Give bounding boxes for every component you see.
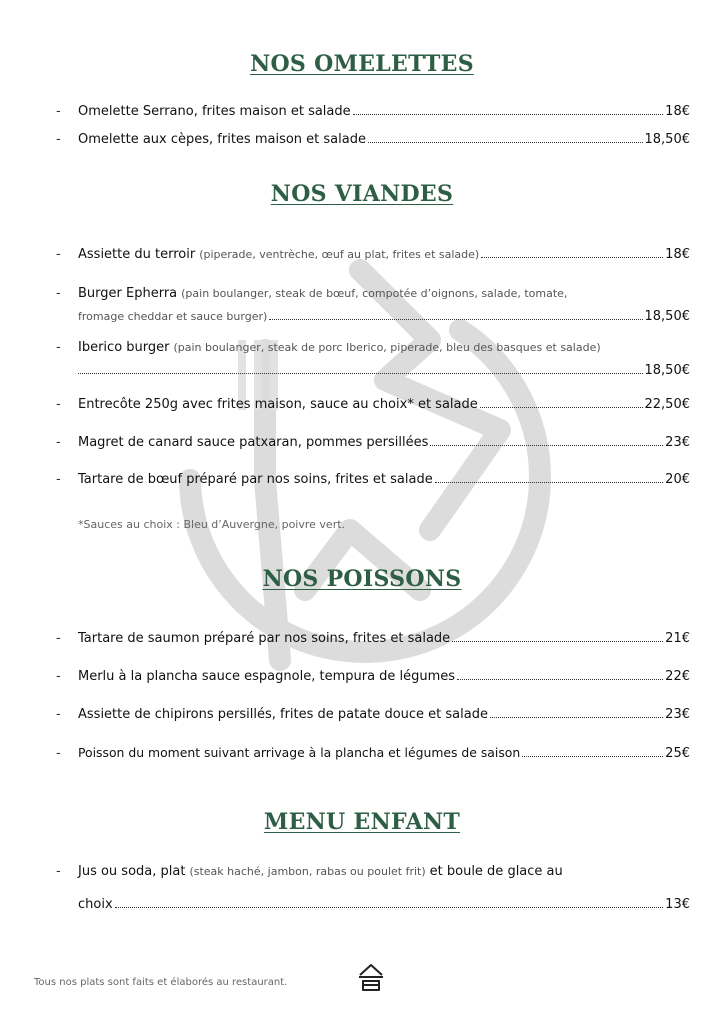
item-name-continued: et boule de glace au	[429, 864, 563, 879]
bullet-dash: -	[56, 132, 61, 147]
item-description-continued: fromage cheddar et sauce burger)	[78, 310, 268, 323]
dot-leader	[78, 373, 643, 374]
item-name: Entrecôte 250g avec frites maison, sauce au choix* et salade	[78, 397, 478, 412]
house-logo-icon	[356, 962, 386, 992]
bullet-dash: -	[56, 435, 61, 450]
item-name-continued: choix	[78, 897, 113, 912]
section-title-viandes: NOS VIANDES	[270, 181, 454, 207]
item-price: 23€	[665, 435, 690, 450]
menu-item	[56, 286, 690, 324]
item-price: 13€	[665, 897, 690, 912]
menu-item	[56, 104, 690, 119]
dot-leader	[457, 679, 663, 680]
item-description: (piperade, ventrèche, œuf au plat, frites et salade)	[199, 248, 480, 261]
bullet-dash: -	[56, 397, 61, 412]
menu-item	[56, 707, 690, 722]
footer-text: Tous nos plats sont faits et élaborés au restaurant.	[34, 977, 288, 988]
item-name: Poisson du moment suivant arrivage à la plancha et légumes de saison	[78, 745, 521, 760]
bullet-dash: -	[56, 104, 61, 119]
menu-item	[56, 340, 690, 378]
dot-leader	[435, 482, 663, 483]
item-price: 21€	[665, 631, 690, 646]
item-price: 20€	[665, 472, 690, 487]
bullet-dash: -	[56, 631, 61, 646]
item-price: 22,50€	[644, 397, 690, 412]
dot-leader	[522, 756, 663, 757]
menu-item	[56, 472, 690, 487]
bullet-dash: -	[56, 669, 61, 684]
dot-leader	[368, 142, 643, 143]
item-name: Assiette du terroir	[78, 247, 196, 262]
menu-item	[56, 864, 690, 912]
section-title-enfant: MENU ENFANT	[263, 809, 461, 835]
item-name: Tartare de bœuf préparé par nos soins, frites et salade	[78, 472, 433, 487]
sauce-note: *Sauces au choix : Bleu d’Auvergne, poivre vert.	[78, 518, 346, 531]
item-name: Burger Epherra	[78, 286, 178, 301]
bullet-dash: -	[56, 746, 61, 761]
item-name: Iberico burger	[78, 340, 170, 355]
item-name: Merlu à la plancha sauce espagnole, tempura de légumes	[78, 669, 456, 684]
item-price: 18€	[665, 247, 690, 262]
bullet-dash: -	[56, 707, 61, 722]
bullet-dash: -	[56, 340, 61, 355]
menu-item	[56, 132, 690, 147]
dot-leader	[269, 319, 642, 320]
bullet-dash: -	[56, 472, 61, 487]
dot-leader	[353, 114, 664, 115]
dot-leader	[452, 641, 663, 642]
item-description: (pain boulanger, steak de porc Iberico, piperade, bleu des basques et salade)	[173, 341, 601, 354]
dot-leader	[480, 407, 643, 408]
item-name: Tartare de saumon préparé par nos soins, frites et salade	[78, 631, 451, 646]
menu-item	[56, 745, 690, 761]
section-title-poissons: NOS POISSONS	[262, 566, 462, 592]
menu-item	[56, 631, 690, 646]
item-price: 22€	[665, 669, 690, 684]
item-name: Omelette Serrano, frites maison et salade	[78, 104, 351, 119]
item-price: 23€	[665, 707, 690, 722]
bullet-dash: -	[56, 864, 61, 879]
dot-leader	[490, 717, 663, 718]
item-price: 25€	[665, 746, 690, 761]
menu-item	[56, 669, 690, 684]
item-price: 18,50€	[644, 363, 690, 378]
menu-item	[56, 247, 690, 262]
section-title-omelettes: NOS OMELETTES	[250, 51, 474, 77]
bullet-dash: -	[56, 286, 61, 301]
dot-leader	[481, 257, 663, 258]
item-description: (steak haché, jambon, rabas ou poulet frit)	[189, 865, 426, 878]
menu-item	[56, 397, 690, 412]
item-name: Omelette aux cèpes, frites maison et salade	[78, 132, 366, 147]
item-name: Assiette de chipirons persillés, frites de patate douce et salade	[78, 707, 488, 722]
item-name: Magret de canard sauce patxaran, pommes persillées	[78, 435, 429, 450]
item-price: 18,50€	[644, 132, 690, 147]
item-description: (pain boulanger, steak de bœuf, compotée d’oignons, salade, tomate,	[181, 287, 568, 300]
dot-leader	[430, 445, 663, 446]
dot-leader	[115, 907, 664, 908]
item-price: 18,50€	[644, 309, 690, 324]
item-price: 18€	[665, 104, 690, 119]
bullet-dash: -	[56, 247, 61, 262]
item-name: Jus ou soda, plat	[78, 864, 186, 879]
menu-item	[56, 435, 690, 450]
